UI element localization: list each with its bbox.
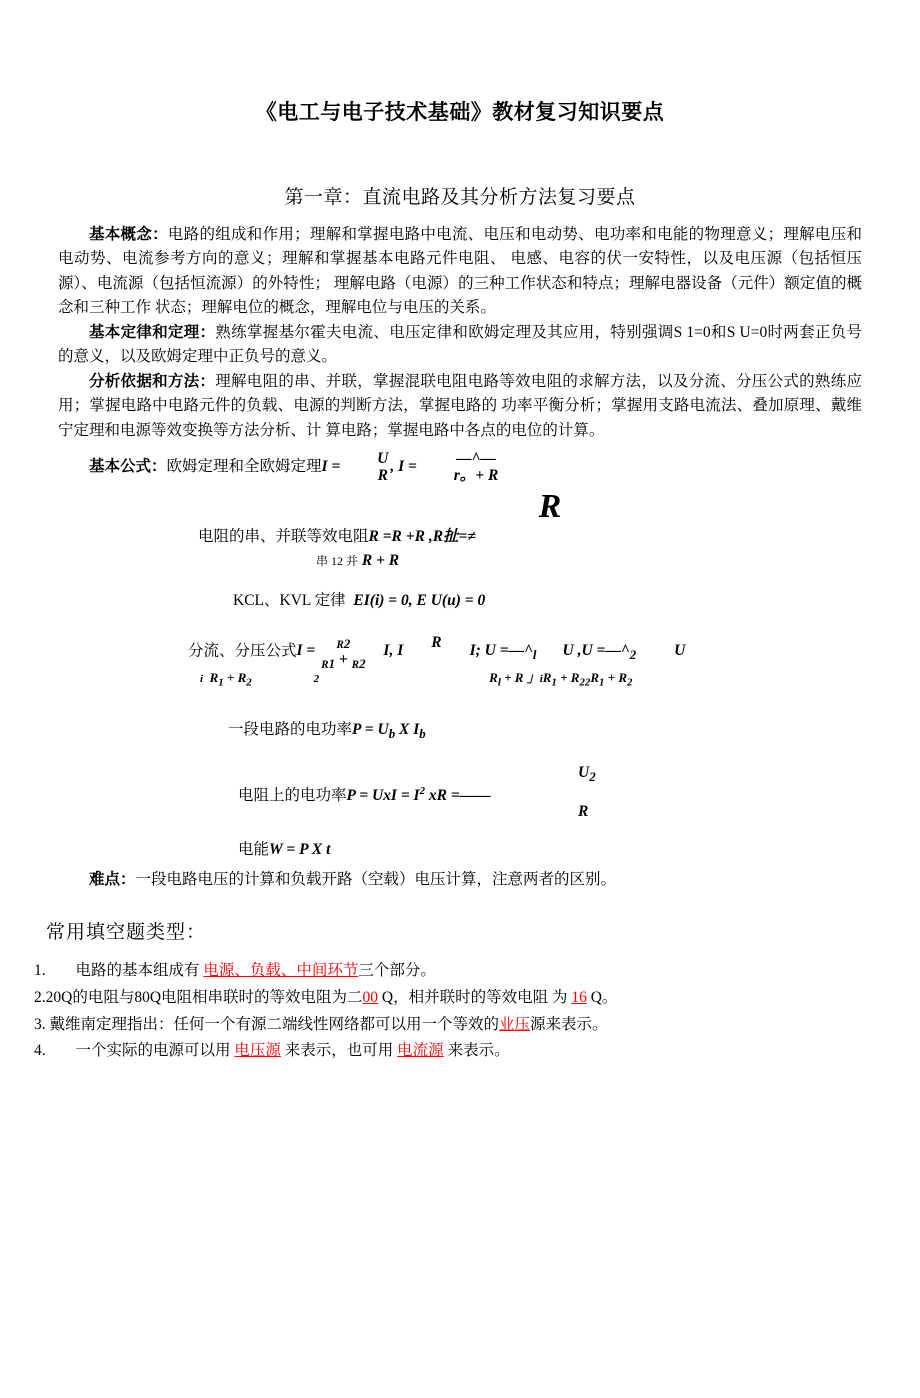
- question-part: 电路的基本组成有: [75, 962, 204, 980]
- list-item: [34, 1012, 886, 1039]
- difficulty-note: [58, 867, 862, 889]
- formula-kcl-kvl-lead: KCL、KVL 定律: [233, 591, 346, 609]
- formula-energy-expr: W = P X t: [269, 841, 331, 859]
- formula-bigR: R: [538, 487, 562, 525]
- question-part: 一个实际的电源可以用: [75, 1042, 235, 1060]
- label-basic-laws: 基本定律和定理：: [89, 323, 216, 341]
- difficulty-text: 一段电路电压的计算和负载开路（空载）电压计算，注意两者的区别。: [135, 871, 617, 889]
- question-part: Q。: [586, 988, 618, 1006]
- question-number: 2.: [34, 988, 46, 1006]
- formula-energy: [58, 837, 862, 859]
- formula-kcl-kvl-expr: EI(i) = 0, E U(u) = 0: [353, 591, 486, 609]
- chapter-title: 第一章：直流电路及其分析方法复习要点: [284, 187, 636, 208]
- formula-divider-denominators: i $R_1 + R_2$ 2 $R_l + R$ 」$iR_1 + R_{22}R_1 + R_2$: [200, 670, 633, 690]
- formula-series-parallel: [58, 524, 862, 546]
- paragraph-basic-laws: [58, 321, 862, 370]
- formula-kcl-kvl: [58, 588, 862, 610]
- paragraph-basic-concepts: [58, 223, 862, 321]
- question-part: 三个部分。: [358, 962, 436, 980]
- label-analysis-methods: 分析依据和方法：: [89, 372, 216, 390]
- formula-power-segment: [58, 717, 862, 742]
- text-analysis-methods: 理解电阻的串、并联，掌握混联电阻电路等效电阻的求解方法，以及分流、分压公式的熟练应用；掌握电路中电路元件的负载、电源的判断方法，掌握电路的 功率平衡分析；掌握用支路电流法、叠加原理、戴维宁定理和电源等效变换等方法分析、计 算电路；掌握电路中各点的电位的计算。: [58, 372, 862, 439]
- formula-power-resistor-numerator: $U_2$: [578, 764, 596, 785]
- formula-power-resistor: [58, 783, 862, 805]
- formula-power-segment-lead: 一段电路的电功率: [228, 721, 353, 739]
- list-item: [34, 1038, 886, 1065]
- paragraph-analysis-methods: [58, 370, 862, 443]
- section-head-fill-blank: 常用填空题类型：: [46, 922, 207, 944]
- question-answer: 电压源: [234, 1042, 281, 1060]
- question-text: [76, 962, 436, 979]
- question-answer: 业压: [499, 1015, 531, 1033]
- formula-series-parallel-expr: R =R +R ,R扯=≠: [368, 527, 476, 545]
- formula-divider-lead: 分流、分压公式: [188, 642, 297, 660]
- formula-ohm-lead: 欧姆定理和全欧姆定理: [166, 458, 322, 476]
- question-answer: 电源、负载、中间环节: [203, 962, 359, 980]
- question-text: [46, 989, 618, 1006]
- question-part: 源来表示。: [530, 1015, 608, 1033]
- formula-ohm-expr: I = U R , I = —^— r。+ R: [321, 450, 499, 484]
- formula-power-resistor-lead: 电阻上的电功率: [238, 787, 347, 805]
- formula-power-segment-expr: $P = U_b$ X $I_b$: [352, 721, 426, 742]
- question-number: 3.: [34, 1015, 46, 1033]
- formula-divider-expr: I = $_{R2}$ $_{R1}$ + $_{R2}$ I, I R I; $U =—\^{}_l$ U $,U =—\^{}_2$ U: [296, 634, 686, 671]
- question-number: 4.: [34, 1042, 46, 1060]
- question-number: 1.: [34, 962, 46, 980]
- question-answer: 电流源: [397, 1042, 444, 1060]
- formula-power-resistor-expr: P = UxI = $I^2$ xR =——: [346, 785, 491, 805]
- question-part: 20Q的电阻与80Q电阻相串联时的等效电阻为二: [45, 988, 363, 1006]
- difficulty-label: 难点：: [89, 871, 136, 889]
- page-title: 《电工与电子技术基础》教材复习知识要点: [255, 100, 665, 124]
- formula-energy-lead: 电能: [238, 841, 270, 859]
- list-item: [34, 985, 886, 1012]
- concept-section: [58, 223, 862, 443]
- formula-label-basic: 基本公式：: [89, 458, 167, 476]
- question-text: [76, 1042, 510, 1059]
- formula-ohm: [58, 451, 862, 484]
- question-part: 来表示。: [443, 1042, 510, 1060]
- formula-divider: [58, 632, 862, 672]
- formula-power-resistor-denominator: R: [578, 803, 589, 821]
- text-basic-concepts: 电路的组成和作用；理解和掌握电路中电流、电压和电动势、电功率和电能的物理意义；理解电压和电动势、电流参考方向的意义；理解和掌握基本电路元件电阻、 电感、电容的伏一安特性，以及电压源（包括恒压源）、电流源（包括恒流源）的外特性； 理解电路（电源）的三种工作状态和特点；理解电器设备（元件）额定值的概念和三种工作 状态；理解电位的概念，理解电位与电压的关系。: [58, 226, 862, 317]
- question-list: [34, 958, 886, 1065]
- document-page: [0, 96, 920, 1398]
- formula-section: [58, 451, 862, 859]
- question-text: [50, 1016, 608, 1033]
- question-part: 来表示，也可用: [280, 1042, 398, 1060]
- question-answer: 00: [362, 988, 379, 1006]
- formula-series-parallel-lead: 电阻的串、并联等效电阻: [198, 527, 369, 545]
- question-part: 戴维南定理指出：任何一个有源二端线性网络都可以用一个等效的: [49, 1015, 500, 1033]
- label-basic-concepts: 基本概念：: [89, 226, 168, 243]
- question-part: Q，相并联时的等效电阻 为: [378, 988, 572, 1006]
- formula-parallel-denominator: 串 12 并 R + R: [316, 551, 400, 569]
- question-answer: 16: [571, 988, 587, 1006]
- list-item: [34, 958, 886, 985]
- text-basic-laws: 熟练掌握基尔霍夫电流、电压定律和欧姆定理及其应用，特别强调S 1=0和S U=0时两套正负号的意义，以及欧姆定理中正负号的意义。: [58, 323, 862, 366]
